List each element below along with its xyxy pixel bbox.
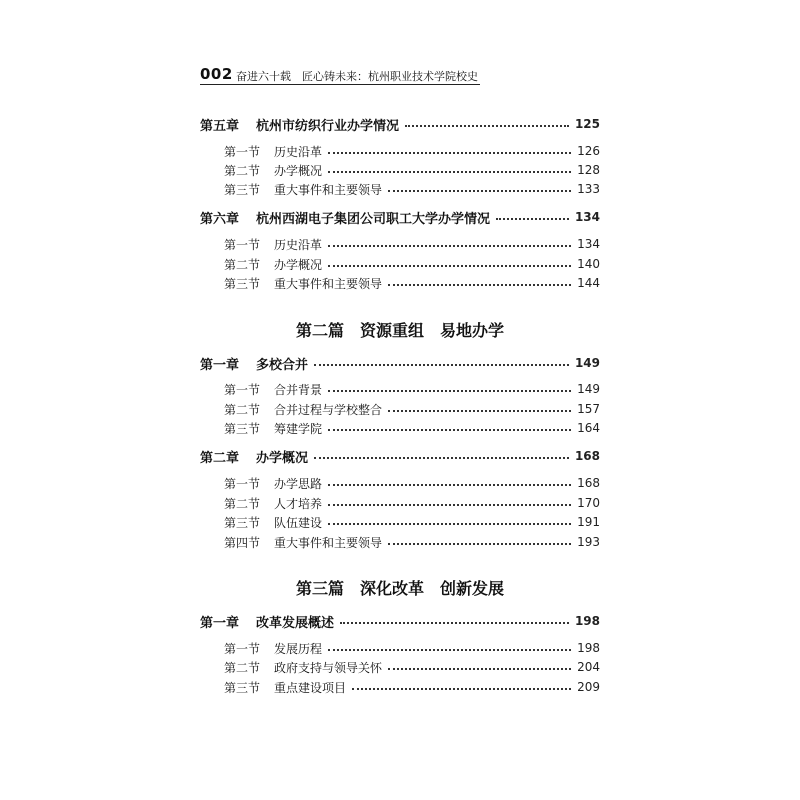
- chapter-number: 第五章: [200, 118, 240, 134]
- section-title: 合并背景: [274, 382, 323, 397]
- leader-dots: [328, 504, 571, 506]
- running-header: [200, 64, 480, 85]
- toc-chapter-row: [200, 447, 600, 465]
- leader-dots: [328, 265, 571, 267]
- toc-section-row: [224, 474, 600, 492]
- part-heading: 第二篇 资源重组 易地办学: [295, 321, 504, 340]
- section-number: 第三节: [224, 276, 261, 291]
- section-title: 筹建学院: [274, 421, 323, 436]
- section-title: 历史沿革: [274, 237, 323, 252]
- leader-dots: [388, 543, 571, 545]
- section-number: 第二节: [224, 660, 261, 675]
- toc-section-row: [224, 400, 600, 418]
- page-ref: 125: [574, 117, 600, 131]
- leader-dots: [352, 688, 571, 690]
- leader-dots: [388, 410, 571, 412]
- chapter-title: 办学概况: [256, 450, 309, 466]
- leader-dots: [328, 245, 571, 247]
- chapter-number: 第一章: [200, 615, 240, 631]
- section-title: 队伍建设: [274, 515, 323, 530]
- toc-section-row: [224, 678, 600, 696]
- section-title: 重大事件和主要领导: [274, 535, 383, 550]
- page-ref: 170: [577, 496, 600, 510]
- leader-dots: [340, 622, 569, 624]
- page-ref: 157: [577, 402, 600, 416]
- section-number: 第三节: [224, 421, 261, 436]
- toc-chapter-row: [200, 208, 600, 226]
- toc-section-row: [224, 235, 600, 253]
- section-title: 合并过程与学校整合: [274, 402, 383, 417]
- toc-section-row: [224, 255, 600, 273]
- leader-dots: [388, 284, 571, 286]
- section-number: 第二节: [224, 163, 261, 178]
- page-ref: 168: [577, 476, 600, 490]
- leader-dots: [388, 668, 571, 670]
- page-ref: 193: [577, 535, 600, 549]
- leader-dots: [328, 171, 571, 173]
- chapter-title: 改革发展概述: [256, 615, 335, 631]
- chapter-number: 第二章: [200, 450, 240, 466]
- section-number: 第一节: [224, 382, 261, 397]
- page-ref: 198: [574, 614, 600, 628]
- section-number: 第三节: [224, 182, 261, 197]
- page-ref: 149: [574, 356, 600, 370]
- leader-dots: [328, 429, 571, 431]
- section-title: 办学思路: [274, 476, 323, 491]
- section-number: 第一节: [224, 237, 261, 252]
- section-number: 第二节: [224, 257, 261, 272]
- chapter-number: 第一章: [200, 357, 240, 373]
- page-ref: 168: [574, 449, 600, 463]
- section-title: 办学概况: [274, 163, 323, 178]
- page-ref: 134: [574, 210, 600, 224]
- leader-dots: [388, 190, 571, 192]
- leader-dots: [328, 484, 571, 486]
- page-ref: 204: [577, 660, 600, 674]
- toc-section-row: [224, 494, 600, 512]
- section-title: 办学概况: [274, 257, 323, 272]
- page-ref: 191: [577, 515, 600, 529]
- section-number: 第二节: [224, 402, 261, 417]
- page-ref: 140: [577, 257, 600, 271]
- toc-section-row: [224, 142, 600, 160]
- section-number: 第一节: [224, 476, 261, 491]
- leader-dots: [314, 457, 569, 459]
- toc-section-row: [224, 274, 600, 292]
- toc-section-row: [224, 161, 600, 179]
- leader-dots: [328, 390, 571, 392]
- toc-section-row: [224, 658, 600, 676]
- chapter-title: 多校合并: [256, 357, 309, 373]
- part-heading: 第三篇 深化改革 创新发展: [295, 579, 504, 598]
- toc-section-row: [224, 639, 600, 657]
- page-ref: 134: [577, 237, 600, 251]
- book-title: 奋进六十载 匠心铸未来：杭州职业技术学院校史: [236, 70, 478, 83]
- section-title: 重大事件和主要领导: [274, 182, 383, 197]
- toc-section-row: [224, 180, 600, 198]
- page-ref: 126: [577, 144, 600, 158]
- section-number: 第三节: [224, 515, 261, 530]
- section-title: 人才培养: [274, 496, 323, 511]
- section-number: 第四节: [224, 535, 261, 550]
- toc-section-row: [224, 419, 600, 437]
- chapter-number: 第六章: [200, 211, 240, 227]
- section-title: 重点建设项目: [274, 680, 347, 695]
- page-ref: 149: [577, 382, 600, 396]
- page-ref: 144: [577, 276, 600, 290]
- section-title: 发展历程: [274, 641, 323, 656]
- leader-dots: [328, 649, 571, 651]
- chapter-title: 杭州市纺织行业办学情况: [256, 118, 400, 134]
- section-title: 重大事件和主要领导: [274, 276, 383, 291]
- section-number: 第一节: [224, 641, 261, 656]
- leader-dots: [314, 364, 569, 366]
- toc-section-row: [224, 533, 600, 551]
- page-ref: 198: [577, 641, 600, 655]
- leader-dots: [328, 152, 571, 154]
- page-ref: 209: [577, 680, 600, 694]
- toc-section-row: [224, 380, 600, 398]
- section-number: 第二节: [224, 496, 261, 511]
- leader-dots: [328, 523, 571, 525]
- toc-chapter-row: [200, 354, 600, 372]
- section-number: 第三节: [224, 680, 261, 695]
- leader-dots: [496, 218, 569, 220]
- section-number: 第一节: [224, 144, 261, 159]
- toc-section-row: [224, 513, 600, 531]
- section-title: 历史沿革: [274, 144, 323, 159]
- page-ref: 133: [577, 182, 600, 196]
- page-ref: 164: [577, 421, 600, 435]
- page-number: 002: [200, 65, 233, 83]
- toc-chapter-row: [200, 612, 600, 630]
- leader-dots: [405, 125, 569, 127]
- section-title: 政府支持与领导关怀: [274, 660, 383, 675]
- chapter-title: 杭州西湖电子集团公司职工大学办学情况: [256, 211, 491, 227]
- page-ref: 128: [577, 163, 600, 177]
- toc-chapter-row: [200, 115, 600, 133]
